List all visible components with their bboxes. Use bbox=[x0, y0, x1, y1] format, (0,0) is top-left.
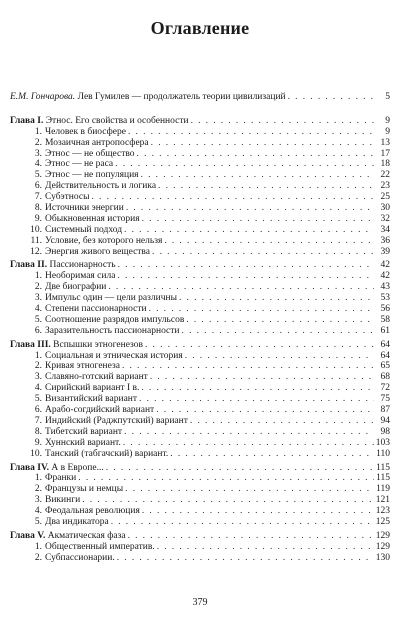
section-number: 6. bbox=[34, 405, 42, 416]
toc-section-entry[interactable] bbox=[10, 427, 390, 438]
toc-chapter-entry[interactable] bbox=[10, 463, 390, 474]
dot-leader bbox=[141, 383, 374, 394]
section-page: 98 bbox=[380, 426, 390, 437]
section-page: 130 bbox=[375, 552, 390, 563]
section-number: 10. bbox=[30, 448, 42, 459]
dot-leader bbox=[157, 542, 374, 553]
toc-section-entry[interactable] bbox=[10, 138, 390, 149]
section-title: Кривая этногенеза bbox=[45, 361, 120, 372]
section-page: 64 bbox=[380, 350, 390, 361]
toc-section-entry[interactable] bbox=[10, 553, 390, 564]
section-number: 5. bbox=[34, 516, 42, 527]
page-number: 379 bbox=[192, 597, 208, 608]
toc-section-entry[interactable] bbox=[10, 236, 390, 247]
section-title: Соотношение разрядов импульсов bbox=[45, 314, 185, 325]
section-page: 103 bbox=[375, 437, 390, 448]
toc-section-entry[interactable] bbox=[10, 225, 390, 236]
section-title: Субэтносы bbox=[45, 192, 90, 203]
section-title: Этнос — не популяция bbox=[45, 170, 139, 181]
section-number: 4. bbox=[34, 383, 42, 394]
toc-section-entry[interactable] bbox=[10, 282, 390, 293]
section-page: 32 bbox=[380, 213, 390, 224]
dot-leader bbox=[124, 427, 374, 438]
section-title: Системный подход bbox=[45, 224, 123, 235]
toc-section-entry[interactable] bbox=[10, 372, 390, 383]
section-title: Феодальная революция bbox=[45, 506, 140, 517]
section-number: 2. bbox=[34, 282, 42, 293]
section-page: 87 bbox=[380, 405, 390, 416]
section-page: 94 bbox=[380, 415, 390, 426]
section-title: Человек в биосфере bbox=[45, 126, 126, 137]
section-title: Условие, без которого нельзя bbox=[45, 235, 163, 246]
toc-section-entry[interactable] bbox=[10, 484, 390, 495]
section-page: 30 bbox=[380, 203, 390, 214]
toc-section-entry[interactable] bbox=[10, 159, 390, 170]
dot-leader bbox=[82, 495, 374, 506]
table-of-contents bbox=[10, 92, 390, 564]
dot-leader bbox=[288, 92, 374, 103]
section-page: 61 bbox=[380, 325, 390, 336]
section-number: 4. bbox=[34, 506, 42, 517]
section-title: Субпассионарии. bbox=[45, 552, 115, 563]
section-number: 2. bbox=[34, 552, 42, 563]
section-page: 72 bbox=[380, 383, 390, 394]
dot-leader bbox=[158, 181, 374, 192]
dot-leader bbox=[149, 304, 374, 315]
dot-leader bbox=[142, 214, 374, 225]
chapter-label: Глава I. bbox=[10, 115, 44, 126]
section-title: Французы и немцы bbox=[45, 484, 124, 495]
dot-leader bbox=[156, 405, 374, 416]
dot-leader bbox=[124, 225, 374, 236]
section-title: Заразительность пассионарности bbox=[45, 325, 180, 336]
section-title: Хуннский вариант. bbox=[45, 437, 121, 448]
section-title: Степени пассионарности bbox=[45, 304, 147, 315]
section-title: Две биографии bbox=[45, 282, 107, 293]
section-page: 17 bbox=[380, 148, 390, 159]
chapter-label: Глава II. bbox=[10, 260, 48, 271]
toc-intro-entry[interactable] bbox=[10, 92, 390, 103]
dot-leader bbox=[106, 463, 374, 474]
section-title: Обыкновенная история bbox=[45, 213, 140, 224]
section-number: 10. bbox=[30, 224, 42, 235]
dot-leader bbox=[142, 506, 374, 517]
section-page: 18 bbox=[380, 159, 390, 170]
section-number: 6. bbox=[34, 181, 42, 192]
toc-section-entry[interactable] bbox=[10, 271, 390, 282]
section-number: 2. bbox=[34, 137, 42, 148]
toc-section-entry[interactable] bbox=[10, 495, 390, 506]
chapter-label: Глава V. bbox=[10, 530, 46, 541]
toc-chapter-entry[interactable] bbox=[10, 260, 390, 271]
dot-leader bbox=[126, 203, 374, 214]
toc-section-entry[interactable] bbox=[10, 293, 390, 304]
intro-title: Лев Гумилев — продолжатель теории цивилизаций bbox=[77, 92, 286, 102]
dot-leader bbox=[137, 149, 374, 160]
chapter-page: 115 bbox=[376, 462, 390, 473]
section-number: 2. bbox=[34, 484, 42, 495]
toc-chapter-entry[interactable] bbox=[10, 116, 390, 127]
dot-leader bbox=[117, 271, 374, 282]
intro-author: Е.М. Гончарова. bbox=[10, 92, 76, 102]
section-number: 3. bbox=[34, 495, 42, 506]
section-number: 6. bbox=[34, 325, 42, 336]
dot-leader bbox=[115, 159, 374, 170]
dot-leader bbox=[125, 484, 374, 495]
section-title: Византийский вариант bbox=[45, 394, 138, 405]
toc-section-entry[interactable] bbox=[10, 181, 390, 192]
chapter-page: 42 bbox=[380, 260, 390, 271]
section-title: Славяно-готский вариант bbox=[45, 372, 148, 383]
dot-leader bbox=[179, 293, 374, 304]
section-page: 121 bbox=[375, 495, 390, 506]
section-title: Сирийский вариант I в. bbox=[45, 383, 140, 394]
chapters-list bbox=[10, 116, 390, 564]
section-page: 115 bbox=[376, 473, 390, 484]
section-number: 11. bbox=[30, 235, 42, 246]
toc-section-entry[interactable] bbox=[10, 394, 390, 405]
dot-leader bbox=[190, 416, 374, 427]
section-page: 125 bbox=[375, 516, 390, 527]
toc-section-entry[interactable] bbox=[10, 361, 390, 372]
chapter-page: 129 bbox=[375, 530, 390, 541]
section-title: Франки bbox=[45, 473, 77, 484]
section-number: 7. bbox=[34, 415, 42, 426]
chapter-title: Вспышки этногенезов bbox=[53, 339, 143, 350]
toc-section-entry[interactable] bbox=[10, 326, 390, 337]
section-page: 56 bbox=[380, 304, 390, 315]
section-page: 53 bbox=[380, 293, 390, 304]
section-page: 58 bbox=[380, 314, 390, 325]
section-number: 7. bbox=[34, 192, 42, 203]
toc-section-entry[interactable] bbox=[10, 247, 390, 258]
section-title: Викинги bbox=[45, 495, 81, 506]
toc-section-entry[interactable] bbox=[10, 449, 390, 460]
toc-section-entry[interactable] bbox=[10, 473, 390, 484]
dot-leader bbox=[78, 473, 374, 484]
section-page: 43 bbox=[380, 282, 390, 293]
section-number: 3. bbox=[34, 148, 42, 159]
section-page: 110 bbox=[376, 448, 390, 459]
chapter-label: Глава III. bbox=[10, 339, 51, 350]
section-title: Индийский (Раджпутский) вариант bbox=[45, 415, 188, 426]
chapter-label: Глава IV. bbox=[10, 462, 50, 473]
section-title: Энергия живого вещества bbox=[45, 246, 151, 257]
toc-chapter-entry[interactable] bbox=[10, 340, 390, 351]
dot-leader bbox=[145, 340, 374, 351]
dot-leader bbox=[122, 361, 374, 372]
dot-leader bbox=[185, 351, 374, 362]
section-number: 1. bbox=[34, 350, 42, 361]
section-title: Танский (табгачский) вариант. bbox=[45, 448, 169, 459]
dot-leader bbox=[123, 438, 374, 449]
intro-page: 5 bbox=[385, 92, 390, 102]
section-number: 5. bbox=[34, 170, 42, 181]
toc-section-entry[interactable] bbox=[10, 383, 390, 394]
dot-leader bbox=[128, 127, 374, 138]
toc-chapter-entry[interactable] bbox=[10, 531, 390, 542]
section-number: 3. bbox=[34, 372, 42, 383]
toc-section-entry[interactable] bbox=[10, 438, 390, 449]
section-title: Импульс один — цели различны bbox=[45, 293, 177, 304]
section-number: 4. bbox=[34, 304, 42, 315]
section-number: 9. bbox=[34, 437, 42, 448]
section-title: Тибетский вариант bbox=[45, 426, 123, 437]
section-number: 2. bbox=[34, 361, 42, 372]
section-number: 1. bbox=[34, 473, 42, 484]
section-number: 5. bbox=[34, 314, 42, 325]
section-number: 1. bbox=[34, 271, 42, 282]
toc-section-entry[interactable] bbox=[10, 203, 390, 214]
toc-section-entry[interactable] bbox=[10, 149, 390, 160]
toc-section-entry[interactable] bbox=[10, 405, 390, 416]
section-number: 1. bbox=[34, 126, 42, 137]
dot-leader bbox=[91, 192, 374, 203]
section-title: Этнос — не раса bbox=[45, 159, 114, 170]
dot-leader bbox=[151, 138, 374, 149]
toc-section-entry[interactable] bbox=[10, 542, 390, 553]
dot-leader bbox=[118, 260, 374, 271]
section-number: 9. bbox=[34, 213, 42, 224]
dot-leader bbox=[150, 372, 374, 383]
dot-leader bbox=[128, 531, 374, 542]
chapter-title: Акматическая фаза bbox=[47, 530, 126, 541]
section-page: 119 bbox=[376, 484, 390, 495]
dot-leader bbox=[141, 170, 374, 181]
section-number: 3. bbox=[34, 293, 42, 304]
section-title: Мозаичная антропосфера bbox=[45, 137, 149, 148]
toc-section-entry[interactable] bbox=[10, 304, 390, 315]
dot-leader bbox=[111, 517, 374, 528]
section-number: 12. bbox=[30, 246, 42, 257]
toc-section-entry[interactable] bbox=[10, 170, 390, 181]
chapter-page: 9 bbox=[385, 115, 390, 126]
section-title: Социальная и этническая история bbox=[45, 350, 183, 361]
section-page: 42 bbox=[380, 271, 390, 282]
toc-section-entry[interactable] bbox=[10, 214, 390, 225]
section-page: 34 bbox=[380, 224, 390, 235]
chapter-page: 64 bbox=[380, 339, 390, 350]
dot-leader bbox=[164, 236, 374, 247]
dot-leader bbox=[186, 315, 374, 326]
toc-section-entry[interactable] bbox=[10, 351, 390, 362]
dot-leader bbox=[191, 116, 374, 127]
dot-leader bbox=[152, 247, 374, 258]
toc-section-entry[interactable] bbox=[10, 127, 390, 138]
section-page: 36 bbox=[380, 235, 390, 246]
section-page: 25 bbox=[380, 192, 390, 203]
chapter-title: Этнос. Его свойства и особенности bbox=[45, 115, 189, 126]
section-number: 8. bbox=[34, 426, 42, 437]
section-title: Источники энергии bbox=[45, 203, 124, 214]
toc-section-entry[interactable] bbox=[10, 192, 390, 203]
section-page: 75 bbox=[380, 394, 390, 405]
section-number: 4. bbox=[34, 159, 42, 170]
chapter-title: А в Европе... bbox=[51, 462, 104, 473]
chapter-title: Пассионарность bbox=[49, 260, 116, 271]
section-title: Действительность и логика bbox=[45, 181, 157, 192]
section-page: 68 bbox=[380, 372, 390, 383]
toc-section-entry[interactable] bbox=[10, 517, 390, 528]
section-page: 23 bbox=[380, 181, 390, 192]
section-number: 1. bbox=[34, 541, 42, 552]
dot-leader bbox=[108, 282, 374, 293]
toc-section-entry[interactable] bbox=[10, 315, 390, 326]
section-title: Два индикатора bbox=[45, 516, 109, 527]
section-page: 65 bbox=[380, 361, 390, 372]
section-title: Этнос — не общество bbox=[45, 148, 135, 159]
section-page: 9 bbox=[385, 126, 390, 137]
page-title: Оглавление bbox=[150, 18, 250, 38]
toc-section-entry[interactable] bbox=[10, 506, 390, 517]
section-page: 13 bbox=[380, 137, 390, 148]
dot-leader bbox=[139, 394, 374, 405]
toc-section-entry[interactable] bbox=[10, 416, 390, 427]
section-number: 8. bbox=[34, 203, 42, 214]
section-page: 129 bbox=[375, 541, 390, 552]
section-page: 123 bbox=[375, 506, 390, 517]
section-page: 22 bbox=[380, 170, 390, 181]
section-number: 5. bbox=[34, 394, 42, 405]
section-title: Общественный императив. bbox=[45, 541, 155, 552]
section-title: Необоримая сила bbox=[45, 271, 116, 282]
section-page: 39 bbox=[380, 246, 390, 257]
dot-leader bbox=[117, 553, 374, 564]
section-title: Арабо-согдийский вариант bbox=[45, 405, 155, 416]
dot-leader bbox=[182, 326, 374, 337]
dot-leader bbox=[170, 449, 374, 460]
